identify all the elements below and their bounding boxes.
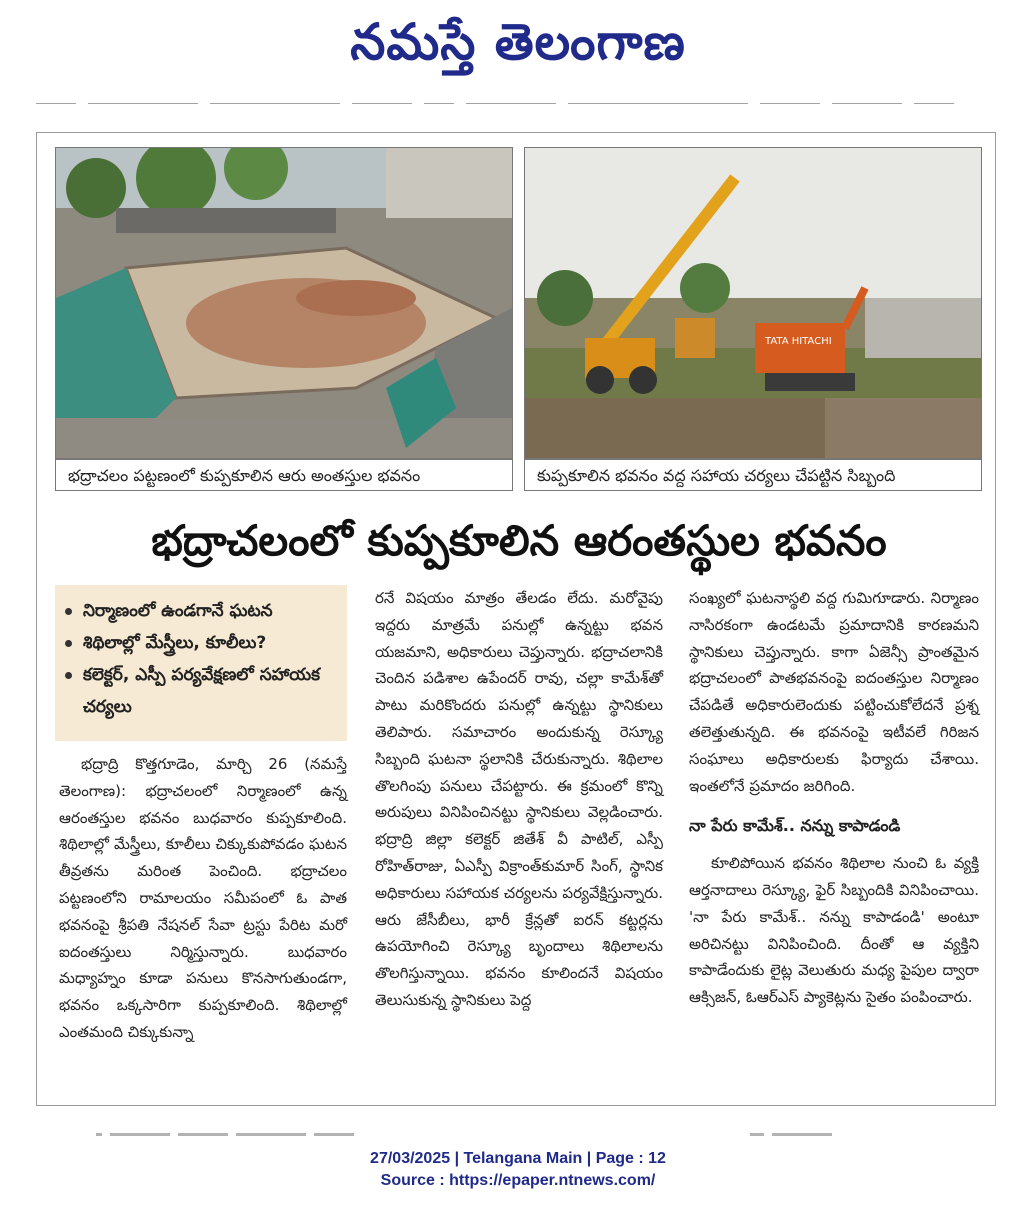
photo-caption-right: కుప్పకూలిన భవనం వద్ద సహాయ చర్యలు చేపట్టిన సిబ్బంది — [524, 459, 982, 491]
article-paragraph: భద్రాద్రి కొత్తగూడెం, మార్చి 26 (నమస్తే తెలంగాణ): భద్రాచలంలో నిర్మాణంలో ఉన్న ఆరంతస్తుల భవనం బుధవారం కుప్పకూలింది. శిథిలాల్లో మేస్త్రీలు, కూలీలు చిక్కుకుపోవడం ఘటన తీవ్రతను మరింత పెంచింది. భద్రాచలం పట్టణంలోని రామాలయం సమీపంలో ఓ పాత భవనంపై శ్రీపతి నేషనల్ సేవా ట్రస్టు పేరిట మరో ఐదంతస్తులు నిర్మిస్తున్నారు. బుధవారం మధ్యాహ్నం కూడా పనులు కొనసాగుతుండగా, భవనం ఒక్కసారిగా కుప్పకూలింది. శిథిలాల్లో ఎంతమంది చిక్కుకున్నా — [59, 755, 347, 1041]
bullet-icon — [65, 640, 72, 647]
article-subheading: నా పేరు కామేశ్.. నన్ను కాపాడండి — [689, 816, 901, 836]
photo-caption-left: భద్రాచలం పట్టణంలో కుప్పకూలిన ఆరు అంతస్తుల భవనం — [55, 459, 513, 491]
masthead-title: నమస్తే తెలంగాణ — [350, 12, 686, 71]
article-column-3 — [689, 585, 979, 1011]
collapsed-building-photo — [55, 147, 513, 459]
bullet-icon — [65, 608, 72, 615]
cropped-text-line-bottom — [96, 1124, 996, 1136]
article-column-1 — [59, 751, 347, 1046]
highlight-item: శిథిలాల్లో మేస్త్రీలు, కూలీలు? — [65, 627, 339, 659]
excavator-label: TATA HITACHI — [765, 336, 832, 347]
article-headline: భద్రాచలంలో కుప్పకూలిన ఆరంతస్థుల భవనం — [151, 516, 887, 565]
highlight-item: నిర్మాణంలో ఉండగానే ఘటన — [65, 595, 339, 627]
highlights-box — [55, 585, 347, 741]
masthead — [0, 6, 1036, 78]
footer-date-edition: 27/03/2025 | Telangana Main | Page : 12 — [370, 1150, 666, 1167]
article-clipping — [36, 132, 996, 1106]
bullet-icon — [65, 672, 72, 679]
article-column-2 — [375, 585, 663, 1014]
rescue-operations-photo — [524, 147, 982, 459]
article-paragraph: రనే విషయం మాత్రం తేలడం లేదు. మరోవైపు ఇద్దరు మాత్రమే పనుల్లో ఉన్నట్టు భవన యజమాని, అధికారులు చెప్తున్నారు. భద్రాచలానికి చెందిన పడిశాల ఉపేందర్ రావు, చల్లా కామేశ్‌తో పాటు మరికొందరు పనుల్లో ఉన్నట్టు స్థానికులు తెలిపారు. సమాచారం అందుకున్న రెస్క్యూ సిబ్బంది ఘటనా స్థలానికి చేరుకున్నారు. శిథిలాల తొలగింపు పనులు చేపట్టారు. ఈ క్రమంలో కొన్ని అరుపులు వినిపించినట్టు స్థానికులు వెల్లడించారు. భద్రాద్రి జిల్లా కలెక్టర్ జితేశ్ వీ పాటిల్, ఎస్పీ రోహిత్‌రాజు, ఏఎస్పీ విక్రాంత్‌కుమార్ సింగ్, స్థానిక అధికారులు సహాయక చర్యలను పర్యవేక్షిస్తున్నారు. ఆరు జేసీబీలు, భారీ క్రేన్లతో ఐరన్ కట్టర్లను ఉపయోగించి రెస్క్యూ బృందాలు శిథిలాలను తొలగిస్తున్నాయి. భవనం కూలిందనే విషయం తెలుసుకున్న స్థానికులు పెద్ద — [375, 589, 663, 1009]
collapsed-building-image — [56, 148, 512, 458]
highlight-item: కలెక్టర్, ఎస్పీ పర్యవేక్షణలో సహాయక చర్యలు — [65, 659, 339, 723]
article-paragraph: కూలిపోయిన భవనం శిథిలాల నుంచి ఓ వ్యక్తి ఆర్తనాదాలు రెస్క్యూ, ఫైర్ సిబ్బందికి వినిపించాయి. 'నా పేరు కామేశ్.. నన్ను కాపాడండి' అంటూ అరిచినట్టు వినిపించింది. దీంతో ఆ వ్యక్తిని కాపాడేందుకు లైట్ల వెలుతురు మధ్య పైపుల ద్వారా ఆక్సిజన్, ఓఆర్ఎస్ ప్యాకెట్లను సైతం పంపించారు. — [689, 854, 979, 1007]
cropped-text-line-top — [36, 94, 976, 104]
footer-source: Source : https://epaper.ntnews.com/ — [380, 1172, 656, 1189]
rescue-operations-image — [525, 148, 981, 458]
article-paragraph: సంఖ్యలో ఘటనాస్థలి వద్ద గుమిగూడారు. నిర్మాణం నాసిరకంగా ఉండటమే ప్రమాదానికి కారణమని స్థానికులు చెప్తున్నారు. కాగా ఏజెన్సీ ప్రాంతమైన భద్రాచలంలో పాతభవనంపై ఐదంతస్తుల నిర్మాణం చేపడితే అధికారులెందుకు పట్టించుకోలేదనే ప్రశ్న తలెత్తుతున్నది. ఈ భవనంపై ఇటీవలే గిరిజన సంఘాలు అధికారులకు ఫిర్యాదు చేశాయి. ఇంతలోనే ప్రమాదం జరిగింది. — [689, 589, 979, 795]
